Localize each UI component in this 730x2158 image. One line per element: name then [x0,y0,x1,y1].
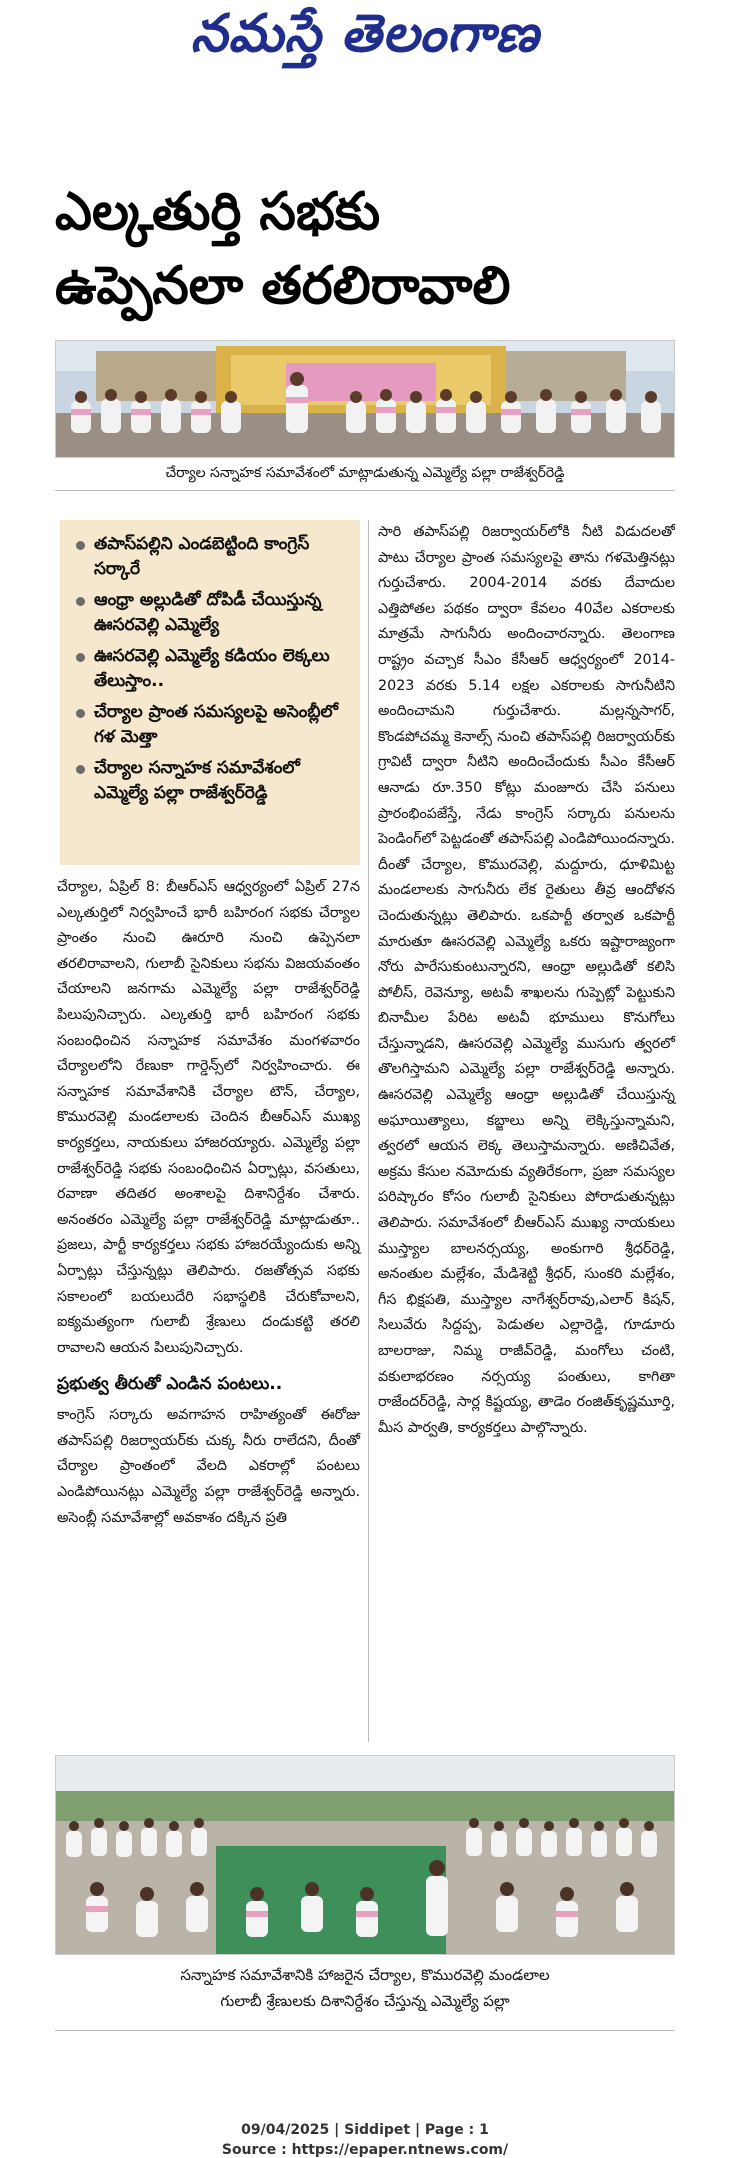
masthead [0,0,730,80]
footer [0,2120,730,2158]
bottom-photo [55,1755,675,1955]
highlight-item: ఊసరవెల్లి ఎమ్మెల్యే కడియం లెక్కలు తేలుస్తాం.. [72,644,350,694]
bottom-caption-line-2: గులాబీ శ్రేణులకు దిశానిర్దేశం చేస్తున్న ఎమ్మెల్యే పల్లా [220,1992,510,2010]
right-column [378,520,675,1441]
left-paragraph-2: కాంగ్రెస్ సర్కారు అవగాహన రాహిత్యంతో ఈరోజు తపాస్‌పల్లి రిజర్వాయర్‌కు చుక్క నీరు రాలేదని, దీంతో చేర్యాల ప్రాంతంలో వేలది ఎకరాల్లో పంటలు ఎండిపోయినట్లు ఎమ్మెల్యే పల్లా రాజేశ్వర్‌రెడ్డి అన్నారు. అసెంబ్లీ సమావేశాల్లో అవకాశం దక్కిన ప్రతి [57,1407,360,1526]
caption-rule [55,490,675,491]
left-column [57,875,360,1531]
headline-line-1: ఎల్కతుర్తి సభకు [55,182,381,242]
left-paragraph-1: చేర్యాల, ఏప్రిల్ 8: బీఆర్‌ఎస్ ఆధ్వర్యంలో ఏప్రిల్ 27న ఎల్కతుర్తిలో నిర్వహించే భారీ బహిరంగ సభకు చేర్యాల ప్రాంతం నుంచి ఊరూరి నుంచి ఉప్పెనలా తరలిరావాలని, గులాబీ సైనికులు సభను విజయవంతం చేయాలని జనగామ ఎమ్మెల్యే పల్లా రాజేశ్వర్‌రెడ్డి పిలుపునిచ్చారు. ఎల్కతుర్తి భారీ బహిరంగ సభకు సంబంధించిన సన్నాహక సమావేశం మంగళవారం చేర్యాలలోని రేణుకా గార్డెన్స్‌లో నిర్వహించారు. ఈ సన్నాహక సమావేశానికి చేర్యాల టౌన్, చేర్యాల, కొమురవెల్లి మండలాలకు చెందిన బీఆర్‌ఎస్ ముఖ్య కార్యకర్తలు, నాయకులు హాజరయ్యారు. ఎమ్మెల్యే పల్లా రాజేశ్వర్‌రెడ్డి సభకు సంబంధించిన ఏర్పాట్లు, వసతులు, రవాణా తదితర అంశాలపై దిశానిర్దేశం చేశారు. అనంతరం ఎమ్మెల్యే పల్లా రాజేశ్వర్‌రెడ్డి మాట్లాడుతూ.. ప్రజలు, పార్టీ కార్యకర్తలు సభకు హాజరయ్యేందుకు అన్ని ఏర్పాట్లు చేస్తున్నట్లు తెలిపారు. రజతోత్సవ సభకు సకాలంలో బయలుదేరి సభాస్థలికి చేరుకోవాలని, ఐక్యమత్యంగా గులాబీ శ్రేణులు దండుకట్టి తరలి రావాలని ఆయన పిలుపునిచ్చారు. [57,879,360,1356]
headline [55,175,695,323]
right-paragraph-1: సారి తపాస్‌పల్లి రిజర్వాయర్‌లోకి నీటి విడుదలతో పాటు చేర్యాల ప్రాంత సమస్యలపై తాను గళమెత్తినట్లు గుర్తుచేశారు. 2004-2014 వరకు దేవాదుల ఎత్తిపోతల పథకం ద్వారా కేవలం 40వేల ఎకరాలకు మాత్రమే సాగునీరు అందించారన్నారు. తెలంగాణ రాష్ట్రం వచ్చాక సీఎం కేసీఆర్ ఆధ్వర్యంలో 2014-2023 వరకు 5.14 లక్షల ఎకరాలకు సాగునీటిని అందించామని గుర్తుచేశారు. మల్లన్నసాగర్, కొండపోచమ్మ కెనాల్స్ నుంచి తపాస్‌పల్లి రిజర్వాయర్‌కు గ్రావిటీ ద్వారా నీటిని అందించేందుకు సీఎం కేసీఆర్ ఆనాడు రూ.350 కోట్లు మంజూరు చేసి పనులు ప్రారంభింపజేస్తే, నేడు కాంగ్రెస్ సర్కారు పనులను పెండింగ్‌లో పెట్టడంతో తపాస్‌పల్లి ఎండిపోయిందన్నారు. దీంతో చేర్యాల, కొమురవెల్లి, మద్దూరు, ధూళిమిట్ట మండలాలకు సాగునీరు లేక రైతులు తీవ్ర ఆందోళన చెందుతున్నట్లు తెలిపారు. ఒకపార్టీ తర్వాత ఒకపార్టీ మారుతూ ఊసరవెల్లి ఎమ్మెల్యే ఒకరు ఇష్టారాజ్యంగా నోరు పారేసుకుంటున్నారని, ఆంధ్రా అల్లుడితో కలిసి పోలీస్, రెవెన్యూ, అటవీ శాఖలను గుప్పెట్లో పెట్టుకుని బినామీల పేరిట అటవీ భూములు కొనుగోలు చేస్తున్నాడని, ఊసరవెల్లి ఎమ్మెల్యే ముసుగు త్వరలో తొలగిస్తామని ఎమ్మెల్యే పల్లా రాజేశ్వర్‌రెడ్డి అన్నారు. ఊసరవెల్లి ఎమ్మెల్యే ఆంధ్రా అల్లుడితో చేయిస్తున్న అఘాయిత్యాలు, కబ్జాలు అన్ని లెక్కిస్తున్నామని, త్వరలో ఆయన లెక్క తెలుస్తామన్నారు. అణిచివేత, అక్రమ కేసుల నమోదుకు వ్యతిరేకంగా, ప్రజా సమస్యల పరిష్కారం కోసం గులాబీ సైనికులు పోరాడుతున్నట్లు తెలిపారు. సమావేశంలో బీఆర్‌ఎస్ ముఖ్య నాయకులు ముస్త్యాల బాలనర్సయ్య, అంకుగారి శ్రీధర్‌రెడ్డి, అనంతుల మల్లేశం, మేడిశెట్టి శ్రీధర్, సుంకరి మల్లేశం, గీస భిక్షపతి, ముస్త్యాల నాగేశ్వర్‌రావు,ఎలార్ కిషన్, సిలువేరు సిద్దప్ప, పెడుతల ఎల్లారెడ్డి, గూడూరు బాలరాజు, నిమ్మ రాజీవ్‌రెడ్డి, మంగోలు చంటి, వకులాభరణం నర్సయ్య పంతులు, కాగితా రాజేందర్‌రెడ్డి, సార్ల కిష్టయ్య, తాడెం రంజిత్‌కృష్ణమూర్తి, మీస పార్వతి, కార్యకర్తలు పాల్గొన్నారు. [378,524,675,1436]
highlight-item: తపాస్‌పల్లిని ఎండబెట్టింది కాంగ్రెస్ సర్కారే [72,532,350,582]
highlight-item: ఆంధ్రా అల్లుడితో దోపిడీ చేయిస్తున్న ఊసరవెల్లి ఎమ్మెల్యే [72,588,350,638]
headline-line-2: ఉప్పెనలా తరలిరావాలి [55,256,511,316]
highlight-item: చేర్యాల ప్రాంత సమస్యలపై అసెంబ్లీలో గళ మెత్తా [72,700,350,750]
bottom-photo-caption [55,1962,675,2014]
bottom-photo-illustration [56,1756,675,1955]
masthead-title: నమస్తే తెలంగాణ [190,3,540,64]
subheading: ప్రభుత్వ తీరుతో ఎండిన పంటలు.. [57,1374,283,1395]
top-photo-caption: చేర్యాల సన్నాహక సమావేశంలో మాట్లాడుతున్న ఎమ్మెల్యే పల్లా రాజేశ్వర్‌రెడ్డి [165,465,565,481]
highlight-item: చేర్యాల సన్నాహక సమావేశంలో ఎమ్మెల్యే పల్లా రాజేశ్వర్‌రెడ్డి [72,756,350,806]
footer-edition: 09/04/2025 | Siddipet | Page : 1 [241,2122,489,2138]
top-photo-illustration [56,341,675,458]
column-divider [368,520,369,1742]
bottom-caption-line-1: సన్నాహక సమావేశానికి హాజరైన చేర్యాల, కొమురవెల్లి మండలాల [180,1966,550,1984]
top-photo [55,340,675,458]
footer-source[interactable]: Source : https://epaper.ntnews.com/ [221,2142,509,2158]
highlights-box [60,520,360,865]
footer-rule [55,2030,675,2031]
